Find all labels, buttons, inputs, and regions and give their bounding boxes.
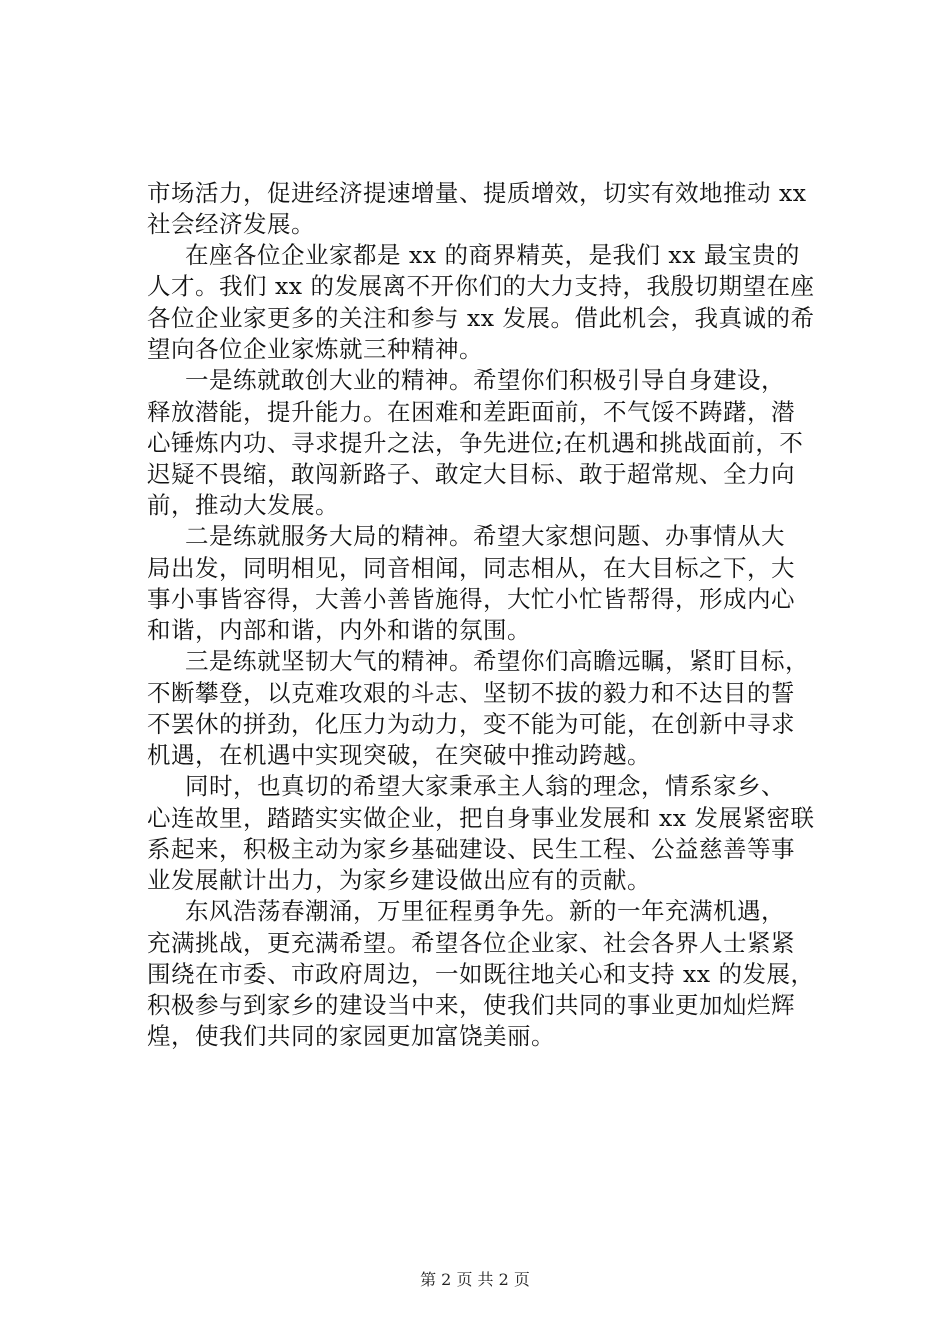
text-line: 心锤炼内功、寻求提升之法，争先进位;在机遇和挑战面前，不 bbox=[147, 429, 804, 457]
text-line: 不罢休的拼劲，化压力为动力，变不能为可能，在创新中寻求 bbox=[147, 710, 795, 738]
text-line: 一是练就敢创大业的精神。希望你们积极引导自身建设， bbox=[185, 366, 785, 394]
text-line: 市场活力，促进经济提速增量、提质增效，切实有效地推动 xx bbox=[147, 179, 807, 207]
text-line: 局出发，同明相见，同音相闻，同志相从，在大目标之下，大 bbox=[147, 554, 795, 582]
text-line: 事小事皆容得，大善小善皆施得，大忙小忙皆帮得，形成内心 bbox=[147, 585, 795, 613]
text-line: 社会经济发展。 bbox=[147, 210, 315, 238]
text-line: 迟疑不畏缩，敢闯新路子、敢定大目标、敢于超常规、全力向 bbox=[147, 460, 795, 488]
text-line: 围绕在市委、市政府周边，一如既往地关心和支持 xx 的发展， bbox=[147, 960, 815, 988]
text-line: 前，推动大发展。 bbox=[147, 491, 339, 519]
text-line: 煌，使我们共同的家园更加富饶美丽。 bbox=[147, 1022, 555, 1050]
text-line: 积极参与到家乡的建设当中来，使我们共同的事业更加灿烂辉 bbox=[147, 991, 795, 1019]
text-line: 系起来，积极主动为家乡基础建设、民生工程、公益慈善等事 bbox=[147, 835, 795, 863]
text-line: 心连故里，踏踏实实做企业，把自身事业发展和 xx 发展紧密联 bbox=[147, 804, 815, 832]
text-line: 和谐，内部和谐，内外和谐的氛围。 bbox=[147, 616, 531, 644]
text-line: 同时，也真切的希望大家秉承主人翁的理念，情系家乡、 bbox=[185, 772, 785, 800]
text-line: 人才。我们 xx 的发展离不开你们的大力支持，我殷切期望在座 bbox=[147, 272, 815, 300]
text-line: 二是练就服务大局的精神。希望大家想问题、办事情从大 bbox=[185, 522, 785, 550]
text-line: 在座各位企业家都是 xx 的商界精英，是我们 xx 最宝贵的 bbox=[185, 241, 800, 269]
text-line: 三是练就坚韧大气的精神。希望你们高瞻远瞩，紧盯目标， bbox=[185, 647, 809, 675]
text-line: 充满挑战，更充满希望。希望各位企业家、社会各界人士紧紧 bbox=[147, 929, 795, 957]
text-line: 机遇，在机遇中实现突破，在突破中推动跨越。 bbox=[147, 741, 651, 769]
page-number: 第 2 页 共 2 页 bbox=[420, 1270, 530, 1289]
text-line: 各位企业家更多的关注和参与 xx 发展。借此机会，我真诚的希 bbox=[147, 304, 815, 332]
text-line: 不断攀登，以克难攻艰的斗志、坚韧不拔的毅力和不达目的誓 bbox=[147, 679, 795, 707]
text-line: 东风浩荡春潮涌，万里征程勇争先。新的一年充满机遇， bbox=[185, 897, 785, 925]
text-line: 释放潜能，提升能力。在困难和差距面前，不气馁不踌躇，潜 bbox=[147, 398, 795, 426]
text-line: 望向各位企业家炼就三种精神。 bbox=[147, 335, 483, 363]
text-line: 业发展献计出力，为家乡建设做出应有的贡献。 bbox=[147, 866, 651, 894]
